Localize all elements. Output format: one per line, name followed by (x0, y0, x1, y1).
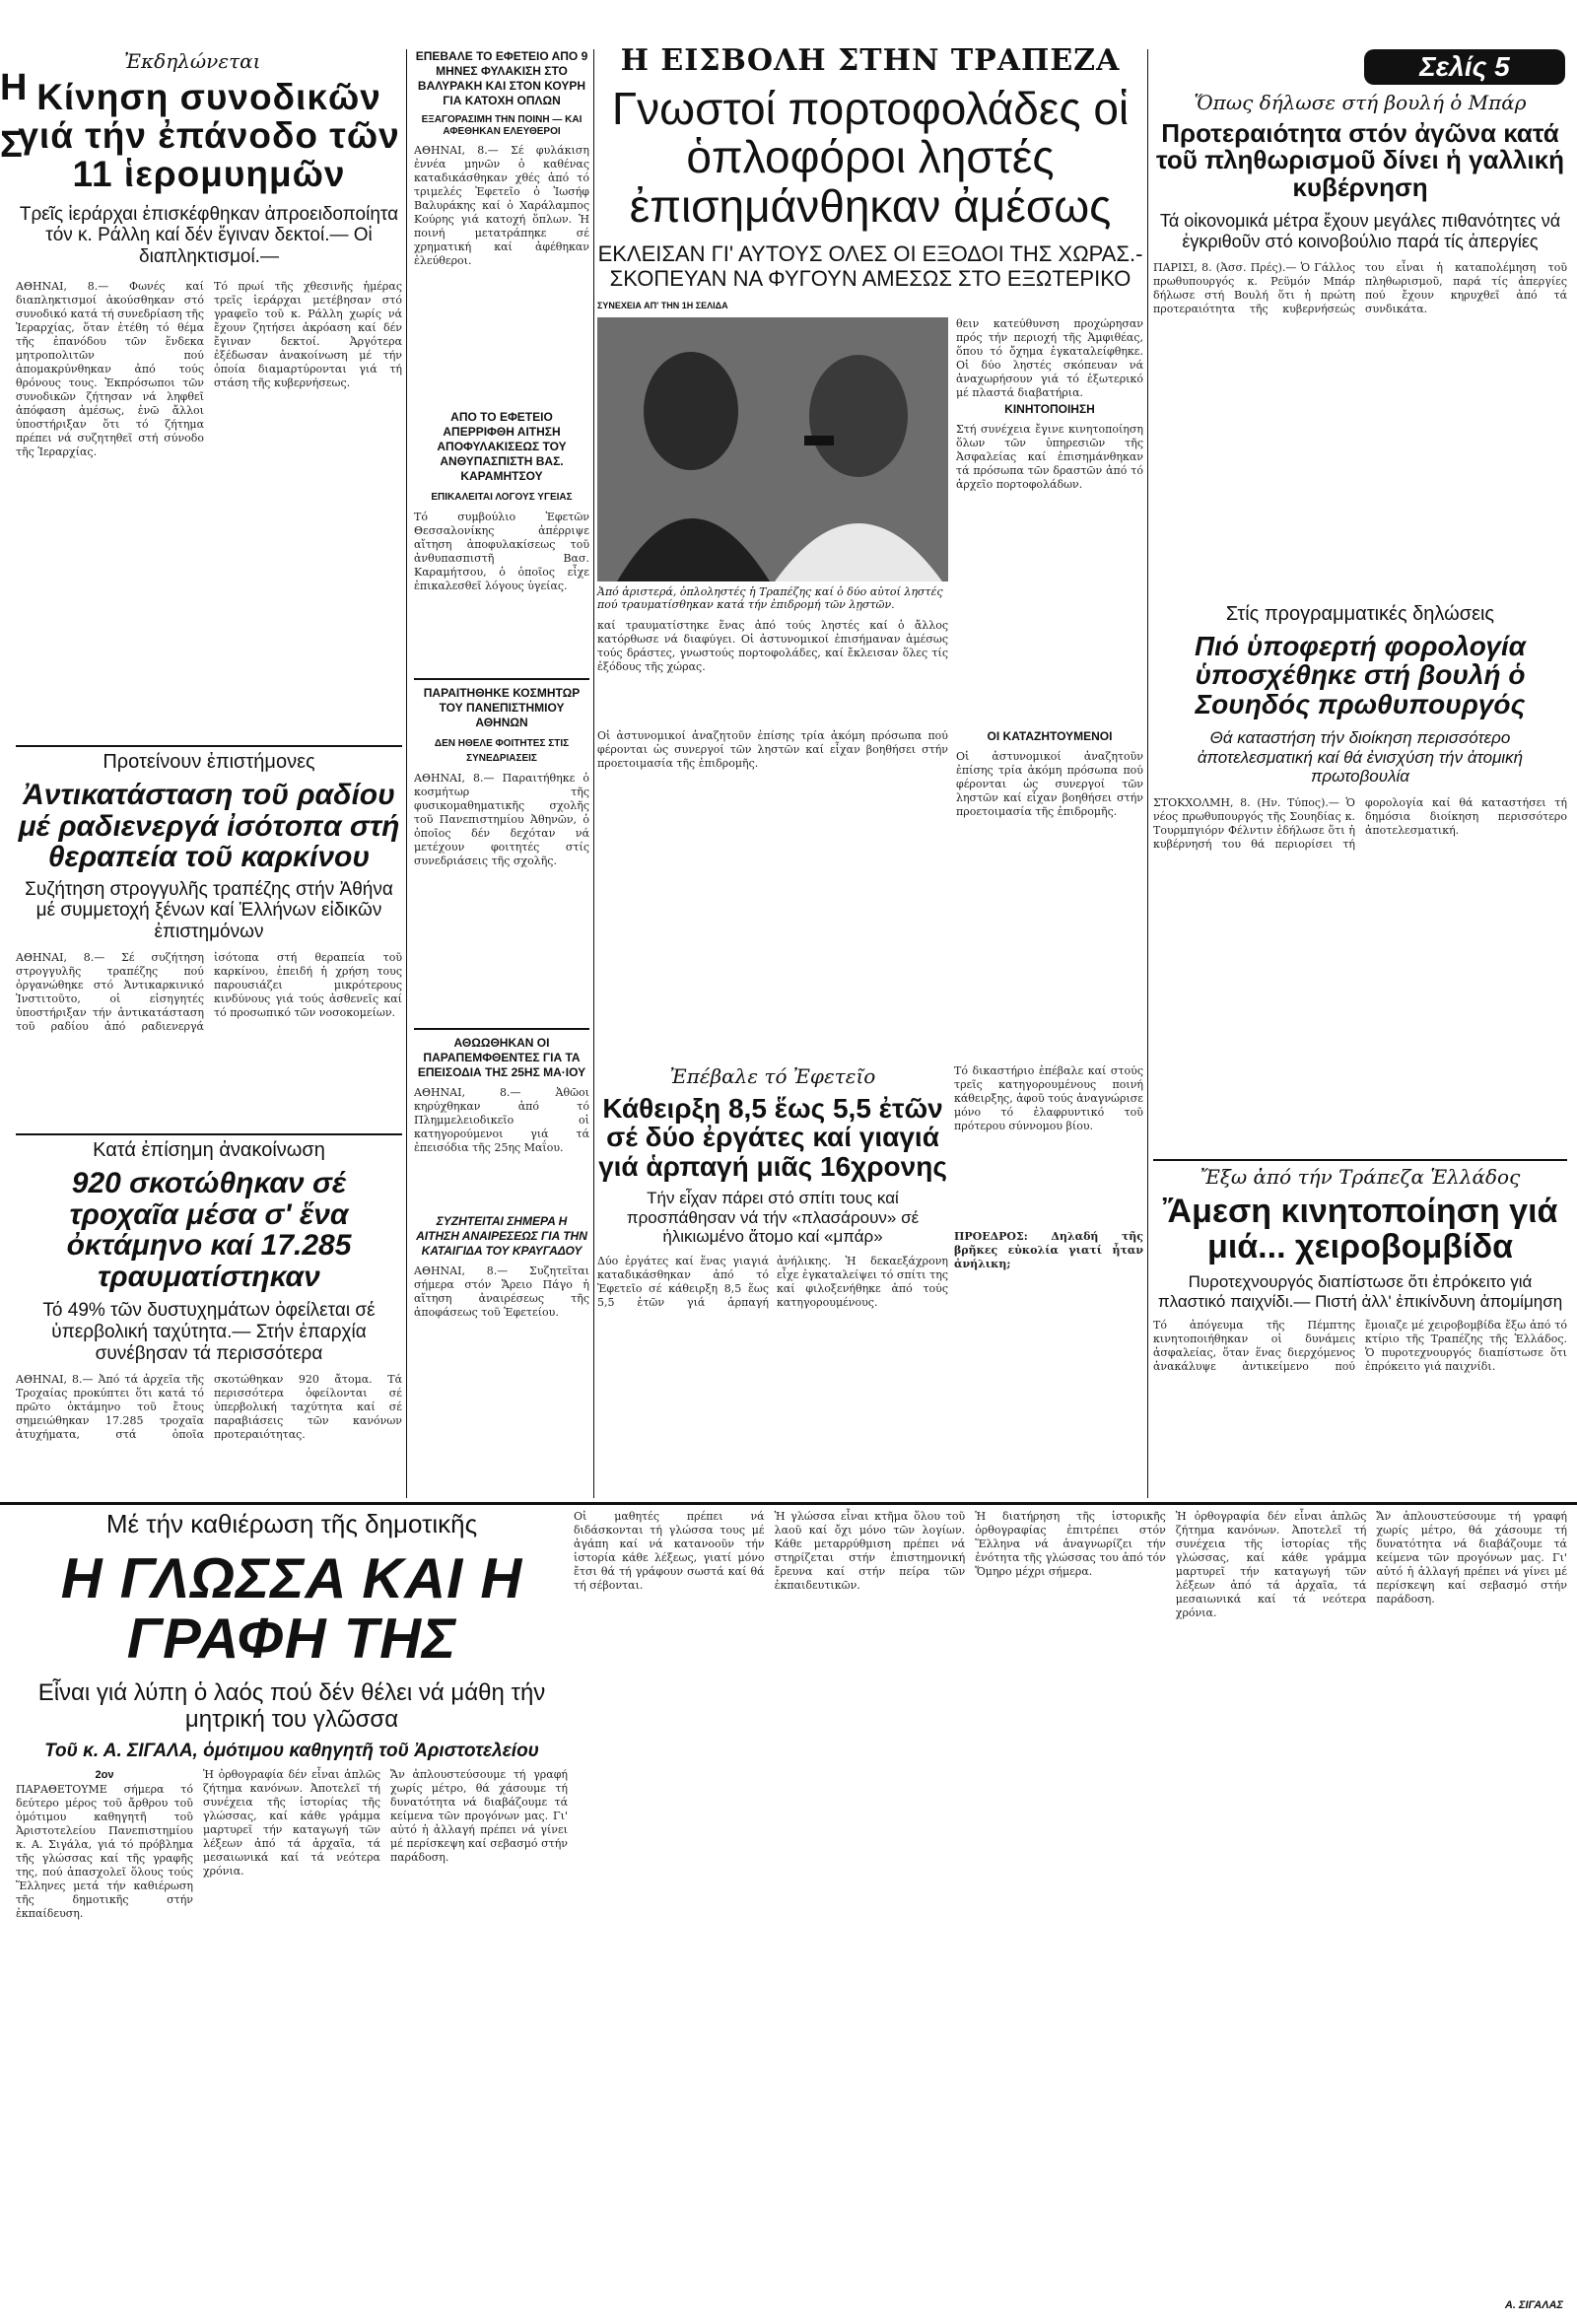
language-col-3: Ἄν ἀπλουστεύσουμε τή γραφή χωρίς μέτρο, θά χάσουμε τή δυνατότητα νά διαβάζουμε τά κείμενα τῶν προγόνων μας. Γι' αὐτό ἡ ἀλλαγή πρέπει νά γίνει μέ περίσκεψη καί σεβασμό στήν παράδοση. (390, 1768, 568, 1864)
language-deck: Εἶναι γιά λύπη ὁ λαός πού δέν θέλει νά μάθη τήν μητρική του γλῶσσα (37, 1678, 546, 1734)
abduction-body: Δύο ἐργάτες καί ἕνας γιαγιά καταδικάσθηκαν ἀπό τό Ἐφετεῖο σέ κάθειρξη 8,5 ἕως 5,5 ἐτῶν γιά ἁρπαγή ἀνήλικης. Ἡ δεκαεξάχρονη εἶχε ἐγκαταλείψει τό σπίτι της καί φιλοξενήθηκε ἀπό τούς κατηγορουμένους. (597, 1254, 948, 1309)
bank-kicker: Η ΕΙΣΒΟΛΗ ΣΤΗΝ ΤΡΑΠΕΖΑ (620, 43, 1121, 78)
abduction-continued (954, 1064, 1143, 1498)
language-col-4: Οἱ μαθητές πρέπει νά διδάσκονται τή γλώσσα τους μέ ἀγάπη καί νά κατανοοῦν τήν ἱστορία κάθε λέξεως, γιατί μόνο ἔτσι θά τή γράφουν σωστά καί θά τή σέβονται. (574, 1510, 765, 1592)
acquit-body: ΑΘΗΝΑΙ, 8.— Ἀθῶοι κηρύχθηκαν ἀπό τό Πλημμελειοδικεῖο οἱ κατηγορούμενοι γιά τά ἐπεισόδια τῆς 25ης Μαΐου. (414, 1086, 589, 1154)
radium-body: ΑΘΗΝΑΙ, 8.— Σέ συζήτηση στρογγυλῆς τραπέζης πού ὀργανώθηκε στό Ἀντικαρκινικό Ἰνστιτοῦτο, οἱ εἰσηγητές ὑποστήριξαν τήν ἀντικατάσταση τοῦ ραδίου ἀπό ραδιενεργά ἰσότοπα στή θεραπεία τοῦ καρκίνου, ἐπειδή ἡ χρήση τους παρουσιάζει μικρότερους κινδύνους γιά τούς ἀσθενεῖς καί τό προσωπικό τῶν νοσοκομείων. (16, 951, 402, 1034)
language-col-8: Ἄν ἀπλουστεύσουμε τή γραφή χωρίς μέτρο, θά χάσουμε τή δυνατότητα νά διαβάζουμε τά κείμενα τῶν προγόνων μας. Γι' αὐτό ἡ ἀλλαγή πρέπει νά γίνει μέ περίσκεψη καί σεβασμό στήν παράδοση. (1376, 1510, 1567, 1606)
karamitsos-subtitle: ΕΠΙΚΑΛΕΙΤΑΙ ΛΟΓΟΥΣ ΥΓΕΙΑΣ (431, 492, 573, 503)
column-rule (593, 49, 594, 1498)
bank-headline: Γνωστοί πορτοφολάδες οἱ ὁπλοφόροι ληστές ἐπισημάνθηκαν ἀμέσως (611, 82, 1130, 232)
language-headline: Η ΓΛΩΣΣΑ ΚΑΙ Η ΓΡΑΦΗ ΤΗΣ (60, 1545, 523, 1671)
language-col-6: Ἡ διατήρηση τῆς ἱστορικῆς ὀρθογραφίας ἐπιτρέπει στόν Ἕλληνα νά ἀναγνωρίζει τήν ἑνότητα τῆς γλώσσας του ἀπό τόν Ὅμηρο μέχρι σήμερα. (975, 1510, 1166, 1578)
abduction-deck: Τήν εἶχαν πάρει στό σπίτι τους καί προσπάθησαν νά τήν «πλασάρουν» σέ ἡλικιωμένο ἄτομο καί «μπάρ» (626, 1189, 920, 1247)
radium-article (16, 751, 402, 1131)
accidents-article (16, 1139, 402, 1498)
appeal-title: ΕΠΕΒΑΛΕ ΤΟ ΕΦΕΤΕΙΟ ΑΠΟ 9 ΜΗΝΕΣ ΦΥΛΑΚΙΣΗ ΣΤΟ ΒΑΛΥΡΑΚΗ ΚΑΙ ΣΤΟΝ ΚΟΥΡΗ ΓΙΑ ΚΑΤΟΧΗ ΟΠΛΩΝ (415, 49, 588, 107)
bank-continued (597, 729, 1143, 1064)
column-rule (1147, 49, 1148, 1498)
part-label: 2ον (95, 1769, 114, 1781)
radium-headline: Ἀντικατάσταση τοῦ ραδίου μέ ραδιενεργά ἰσότοπα στή θεραπεία τοῦ καρκίνου (18, 779, 400, 873)
language-byline: Τοῦ κ. Α. ΣΙΓΑΛΑ, ὁμότιμου καθηγητῆ τοῦ Ἀριστοτελείου (44, 1740, 539, 1761)
abduction-article (597, 1064, 948, 1498)
abduction-body-2: Τό δικαστήριο ἐπέβαλε καί στούς τρεῖς κατηγορουμένους ποινή κάθειρξης, ἀφοῦ τούς ἀναγνώρισε μόνο τό ἐλαφρυντικό τοῦ πρότερου σύννομου βίου. (954, 1064, 1143, 1132)
karamitsos-title: ΑΠΟ ΤΟ ΕΦΕΤΕΙΟ ΑΠΕΡΡΙΦΘΗ ΑΙΤΗΣΗ ΑΠΟΦΥΛΑΚΙΣΕΩΣ ΤΟΥ ΑΝΘΥΠΑΣΠΙΣΤΗ ΒΑΣ. ΚΑΡΑΜΗΤΣΟΥ (437, 410, 567, 483)
clergy-article (16, 49, 402, 747)
section-rule (0, 1502, 1577, 1505)
wanted-subhead: ΟΙ ΚΑΤΑΖΗΤΟΥΜΕΝΟΙ (987, 729, 1113, 743)
abduction-headline: Κάθειρξη 8,5 ἕως 5,5 ἐτῶν σέ δύο ἐργάτες καί γιαγιά γιά ἁρπαγή μιᾶς 16χρονης (598, 1093, 947, 1182)
bank-deck: ΕΚΛΕΙΣΑΝ ΓΙ' ΑΥΤΟΥΣ ΟΛΕΣ ΟΙ ΕΞΟΔΟΙ ΤΗΣ ΧΩΡΑΣ.- ΣΚΟΠΕΥΑΝ ΝΑ ΦΥΓΟΥΝ ΑΜΕΣΩΣ ΣΤΟ ΕΞΩΤΕΡΙΚΟ (597, 240, 1143, 291)
language-body-cont (574, 1510, 1567, 2316)
sweden-kicker: Στίς προγραμματικές δηλώσεις (1225, 603, 1495, 625)
clergy-deck: Τρεῖς ἱεράρχαι ἐπισκέφθηκαν ἀπροειδοποίητα τόν κ. Ράλλη καί δέν ἔγιναν δεκτοί.— Οἱ διαπληκτισμοί.— (19, 203, 399, 268)
sweden-headline: Πιό ὑποφερτή φορολογία ὑποσχέθηκε στή βουλή ὁ Σουηδός πρωθυπουργός (1194, 631, 1527, 719)
france-headline: Προτεραιότητα στόν ἀγῶνα κατά τοῦ πληθωρισμοῦ δίνει ἡ γαλλική κυβέρνηση (1156, 118, 1564, 202)
appeal-discussion-title: ΣΥΖΗΤΕΙΤΑΙ ΣΗΜΕΡΑ Η ΑΙΤΗΣΗ ΑΝΑΙΡΕΣΕΩΣ ΓΙΑ ΤΗΝ ΚΑΤΑΙΓΙΔΑ ΤΟΥ ΚΡΑΥΓΑΔΟΥ (416, 1214, 587, 1258)
radium-deck: Συζήτηση στρογγυλῆς τραπέζης στήν Ἀθήνα μέ συμμετοχή ξένων καί Ἑλλήνων εἰδικῶν ἐπιστημόνων (25, 878, 393, 943)
sweden-deck: Θά καταστήση τήν διοίκηση περισσότερο ἀποτελεσματική καί θά ἐνισχύση τήν ἀτομική πρωτοβουλία (1197, 728, 1524, 786)
bank-robbery-article (597, 45, 1143, 725)
clergy-headline: Κίνηση συνοδικῶν γιά τήν ἐπάνοδο τῶν 11 ἱερομυημῶν (18, 77, 400, 194)
france-body: ΠΑΡΙΣΙ, 8. (Ἀσσ. Πρές).— Ὁ Γάλλος πρωθυπουργός κ. Ρεϋμόν Μπάρ δήλωσε στή Βουλή ὅτι ἡ πρώτη προτεραιότητα τῆς κυβερνήσεώς του εἶναι ἡ καταπολέμηση τοῦ πληθωρισμοῦ, παρά τίς ἀπεργίες πού ἔχουν κηρυχθεῖ ἀπό τά συνδικάτα. (1153, 261, 1567, 316)
france-deck: Τά οἰκονομικά μέτρα ἔχουν μεγάλες πιθανότητες νά ἐγκριθοῦν στό κοινοβούλιο παρά τίς ἀπεργίες (1159, 210, 1561, 251)
bank-body-4: Οἱ ἀστυνομικοί ἀναζητοῦν ἐπίσης τρία ἀκόμη πρόσωπα πού φέρονται ὡς συνεργοί τῶν ληστῶν καί εἶχαν βοηθήσει στήν προετοιμασία τῆς ἐπιδρομῆς. (597, 729, 948, 770)
sweden-body: ΣΤΟΚΧΟΛΜΗ, 8. (Ην. Τύπος).— Ὁ νέος πρωθυπουργός τῆς Σουηδίας κ. Τουρμπγιόρν Φέλντιν ἐδήλωσε ὅτι ἡ κυβέρνησή του θά περιορίσει τή φορολογία καί θά καταστήσει τή δημόσια διοίκηση περισσότερο ἀποτελεσματική. (1153, 795, 1567, 851)
divider (16, 1133, 402, 1135)
resign-subtitle: ΔΕΝ ΗΘΕΛΕ ΦΟΙΤΗΤΕΣ ΣΤΙΣ ΣΥΝΕΔΡΙΑΣΕΙΣ (434, 738, 570, 764)
page-number-badge: Σελίς 5 (1364, 49, 1565, 85)
bank-body-3: Στή συνέχεια ἔγινε κινητοποίηση ὅλων τῶν ὑπηρεσιῶν τῆς Ἀσφαλείας καί ἐπισημάνθηκαν τά πρόσωπα τῶν δραστῶν ἀπό τό ἀρχεῖο πορτοφολάδων. (956, 423, 1143, 492)
appeal-subtitle: ΕΞΑΓΟΡΑΣΙΜΗ ΤΗΝ ΠΟΙΝΗ — ΚΑΙ ΑΦΕΘΗΚΑΝ ΕΛΕΥΘΕΡΟΙ (421, 114, 583, 137)
radium-kicker: Προτείνουν ἐπιστήμονες (103, 751, 315, 773)
clergy-kicker: Ἐκδηλώνεται (124, 49, 261, 73)
photo-caption: Ἀπό ἀριστερά, ὁπλοληστές ἡ Τραπέζης καί ὁ δύο αὐτοί ληστές πού τραυματίσθηκαν κατά τήν ἐπιδρομή τῶν λῃστῶν. (597, 585, 943, 612)
grenade-article (1153, 1165, 1567, 1498)
divider (16, 745, 402, 747)
bank-body-2: θειν κατεύθυνση προχώρησαν πρός τήν περιοχή τῆς Ἀμφιθέας, ὅπου τό ὄχημα ἐγκαταλείφθηκε. Οἱ δύο ληστές σκόπευαν νά ἀναχωρήσουν γιά τό ἐξωτερικό μέ πλαστά διαβατήρια. (956, 317, 1143, 400)
karamitsos-body: Τό συμβούλιο Ἐφετῶν Θεσσαλονίκης ἀπέρριψε αἴτηση ἀποφυλακίσεως τοῦ ἀνθυπασπιστῆ Βασ. Καραμήτσου, ὁ ὁποῖος εἶχε ἐπικαλεσθεῖ λόγους ὑγείας. (414, 511, 589, 592)
language-col-7: Ἡ ὀρθογραφία δέν εἶναι ἁπλῶς ζήτημα κανόνων. Ἀποτελεῖ τή συνέχεια τῆς ἱστορίας τῆς γλώσσας, καί κάθε γράμμα μαρτυρεῖ τήν καταγωγή τῶν λέξεων ἀπό τά ἀρχαῖα, τά μεσαιωνικά καί τά νεότερα χρόνια. (1175, 1510, 1367, 1619)
acquit-title: ΑΘΩΩΘΗΚΑΝ ΟΙ ΠΑΡΑΠΕΜΦΘΕΝΤΕΣ ΓΙΑ ΤΑ ΕΠΕΙΣΟΔΙΑ ΤΗΣ 25ΗΣ ΜΑ·ΙΟΥ (414, 1028, 589, 1080)
appeal-discussion-body: ΑΘΗΝΑΙ, 8.— Συζητεῖται σήμερα στόν Ἄρειο Πάγο ἡ αἴτηση ἀναιρέσεως τῆς ἀποφάσεως τοῦ Ἐφετείου. (414, 1265, 589, 1319)
briefs-column (414, 49, 589, 1498)
signature: Α. ΣΙΓΑΛΑΣ (1504, 2299, 1563, 2312)
accidents-headline: 920 σκοτώθηκαν σέ τροχαῖα μέσα σ' ἕνα ὀκτάμηνο καί 17.285 τραυματίστηκαν (66, 1167, 352, 1293)
grenade-body: Τό ἀπόγευμα τῆς Πέμπτης κινητοποιήθηκαν οἱ δυνάμεις ἀσφαλείας, ὅταν ἕνας διερχόμενος ἀνακάλυψε ἀντικείμενο πού ἔμοιαζε μέ χειροβομβίδα ἔξω ἀπό τό κτίριο τῆς Τραπέζης τῆς Ἑλλάδος. Ὁ πυροτεχνουργός διαπίστωσε ὅτι ἐπρόκειτο γιά παιχνίδι. (1153, 1319, 1567, 1374)
grenade-headline: Ἄμεση κινητοποίηση γιά μιά... χειροβομβίδα (1162, 1193, 1558, 1265)
resign-title: ΠΑΡΑΙΤΗΘΗΚΕ ΚΟΣΜΗΤΩΡ ΤΟΥ ΠΑΝΕΠΙΣΤΗΜΙΟΥ ΑΘΗΝΩΝ (414, 678, 589, 730)
france-kicker: Ὅπως δήλωσε στή βουλή ὁ Μπάρ (1194, 91, 1527, 114)
accidents-kicker: Κατά ἐπίσημη ἀνακοίνωση (93, 1139, 325, 1161)
appeal-body: ΑΘΗΝΑΙ, 8.— Σέ φυλάκιση ἐννέα μηνῶν ὁ καθένας καταδικάσθηκαν χθές ἀπό τό τριμελές Ἐφετεῖο ὁ Ἰωσήφ Βαλυράκης καί ὁ Χαράλαμπος Κούρης γιά κατοχή ὅπλων. Ἡ ποινή μετατράπηκε σέ χρηματική καί ἀφέθηκαν ἐλεύθεροι. (414, 144, 589, 267)
sweden-article (1153, 603, 1567, 1155)
language-kicker: Μέ τήν καθιέρωση τῆς δημοτικῆς (105, 1509, 478, 1538)
column-rule (406, 49, 407, 1498)
grenade-kicker: Ἔξω ἀπό τήν Τράπεζα Ἑλλάδος (1200, 1165, 1521, 1189)
language-col-1: ΠΑΡΑΘΕΤΟΥΜΕ σήμερα τό δεύτερο μέρος τοῦ ἄρθρου τοῦ ὁμότιμου καθηγητῆ τοῦ Ἀριστοτελείου Πανεπιστημίου κ. Α. Σιγάλα, γιά τό πρόβλημα τῆς γλώσσας καί τῆς γραφῆς της, πού ἀπασχολεῖ ὅλους τούς Ἕλληνες μετά τήν καθιέρωση τῆς δημοτικῆς στήν ἐκπαίδευση. (16, 1783, 193, 1920)
language-body (16, 1768, 568, 2316)
divider (1153, 1159, 1567, 1161)
accidents-deck: Τό 49% τῶν δυστυχημάτων ὀφείλεται σέ ὑπερβολική ταχύτητα.— Στήν ἐπαρχία συνέβησαν τά περισσότερα (42, 1300, 376, 1364)
abduction-kicker: Ἐπέβαλε τό Ἐφετεῖο (669, 1064, 876, 1088)
bank-body-5: Οἱ ἀστυνομικοί ἀναζητοῦν ἐπίσης τρία ἀκόμη πρόσωπα πού φέρονται ὡς συνεργοί τῶν ληστῶν καί εἶχαν βοηθήσει στήν προετοιμασία τῆς ἐπιδρομῆς. (956, 750, 1143, 818)
continued-note: ΣΥΝΕΧΕΙΑ ΑΠ' ΤΗΝ 1Η ΣΕΛΙΔΑ (597, 301, 728, 311)
clergy-body-2: Τό πρωί τῆς χθεσινῆς ἡμέρας τρεῖς ἱεράρχαι μετέβησαν στό γραφεῖο τοῦ κ. Ράλλη χωρίς νά ἔχουν ζητήσει ἀκρόαση καί δέν ἔγιναν δεκτοί. Ἀργότερα ἐξέδωσαν ἀνακοίνωση μέ τήν ὁποία διαμαρτύρονται γιά τή στάση τῆς κυβερνήσεως. (214, 280, 402, 390)
grenade-deck: Πυροτεχνουργός διαπίστωσε ὅτι ἐπρόκειτο γιά πλαστικό παιχνίδι.— Πιστή ἀλλ' ἐπικίνδυνη ἀπομίμηση (1157, 1272, 1563, 1311)
language-col-2: Ἡ ὀρθογραφία δέν εἶναι ἁπλῶς ζήτημα κανόνων. Ἀποτελεῖ τή συνέχεια τῆς ἱστορίας τῆς γλώσσας, καί κάθε γράμμα μαρτυρεῖ τήν καταγωγή τῶν λέξεων ἀπό τά ἀρχαῖα, τά μεσαιωνικά καί τά νεότερα χρόνια. (203, 1768, 380, 1878)
photo-silhouettes (597, 317, 948, 581)
accidents-body: ΑΘΗΝΑΙ, 8.— Ἀπό τά ἀρχεῖα τῆς Τροχαίας προκύπτει ὅτι κατά τό πρῶτο ὀκτάμηνο τοῦ ἔτους σημειώθηκαν 17.285 τροχαῖα ἀτυχήματα, στά ὁποῖα σκοτώθηκαν 920 ἄτομα. Τά περισσότερα ὀφείλονται σέ ὑπερβολική ταχύτητα καί σέ παραβιάσεις τῶν κανόνων προτεραιότητας. (16, 1372, 402, 1441)
bank-body-1: καί τραυματίστηκε ἕνας ἀπό τούς ληστές καί ὁ ἄλλος κατόρθωσε νά διαφύγει. Οἱ ἀστυνομικοί ἐπισήμαναν ἀμέσως τούς δράστες, γνωστούς πορτοφολάδες, καί ἔκλεισαν ὅλες τίς ἐξόδους τῆς χώρας. (597, 619, 948, 674)
mobilization-subhead: ΚΙΝΗΤΟΠΟΙΗΣΗ (1004, 402, 1095, 417)
language-col-5: Ἡ γλώσσα εἶναι κτῆμα ὅλου τοῦ λαοῦ καί ὄχι μόνο τῶν λογίων. Κάθε μεταρρύθμιση πρέπει νά στηρίζεται στήν ἐπιστημονική ἔρευνα καί στήν πείρα τῶν ἐκπαιδευτικῶν. (774, 1510, 966, 1592)
france-article (1153, 91, 1567, 603)
clergy-body-1: ΑΘΗΝΑΙ, 8.— Φωνές καί διαπληκτισμοί ἀκούσθηκαν στό συνοδικό κατά τή συνεδρίαση τῆς Ἱεραρχίας, ὅταν ἐτέθη τό θέμα τῆς ἐπανόδου τῶν ἕνδεκα μητροπολιτῶν πού ἀπομακρύνθηκαν ἀπό τούς θρόνους τους. Ἐκπρόσωποι τῶν συνοδικῶν ζήτησαν νά ληφθεῖ ἀπόφαση ἀμέσως, ἐνῶ ἄλλοι ὑποστήριξαν ὅτι τό ζήτημα πρέπει νά συζητηθεῖ στή σύνοδο τῆς Ἱεραρχίας. (16, 280, 204, 459)
resign-body: ΑΘΗΝΑΙ, 8.— Παραιτήθηκε ὁ κοσμήτωρ τῆς φυσικομαθηματικῆς σχολῆς τοῦ Πανεπιστημίου Ἀθηνῶν, ὁ ὁποῖος δέν δεχόταν νά μετέχουν φοιτητές στίς συνεδριάσεις τῆς σχολῆς. (414, 772, 589, 867)
abduction-question: ΠΡΟΕΔΡΟΣ: Δηλαδή τῆς βρῆκες εὐκολία γιατί ἦταν ἀνήλικη; (954, 1230, 1143, 1270)
robbers-photo (597, 317, 948, 581)
language-article-header (16, 1510, 568, 1766)
margin-letters: Η Σ (0, 67, 28, 166)
